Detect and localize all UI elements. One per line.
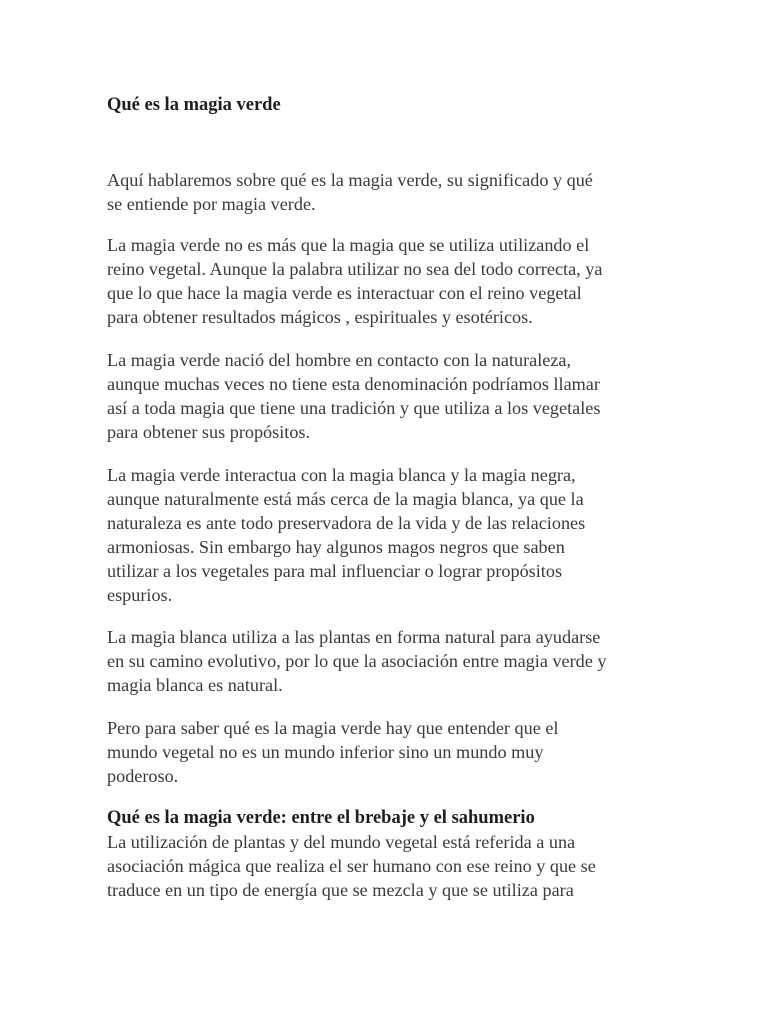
- paragraph-1: [107, 168, 667, 216]
- paragraph-line: asociación mágica que realiza el ser humano con ese reino y que se: [107, 856, 596, 876]
- section-subheading: Qué es la magia verde: entre el brebaje y el sahumerio: [107, 808, 535, 828]
- document-title: Qué es la magia verde: [107, 95, 281, 115]
- paragraph-line: traduce en un tipo de energía que se mezcla y que se utiliza para: [107, 880, 574, 900]
- paragraph-line: para obtener resultados mágicos , espirituales y esotéricos.: [107, 307, 533, 327]
- paragraph-line: reino vegetal. Aunque la palabra utilizar no sea del todo correcta, ya: [107, 259, 603, 279]
- paragraph-line: La utilización de plantas y del mundo vegetal está referida a una: [107, 832, 576, 852]
- paragraph-7: [107, 830, 667, 902]
- paragraph-line: así a toda magia que tiene una tradición y que utiliza a los vegetales: [107, 398, 601, 418]
- paragraph-2: [107, 233, 667, 329]
- paragraph-line: utilizar a los vegetales para mal influenciar o lograr propósitos: [107, 561, 563, 581]
- paragraph-line: que lo que hace la magia verde es interactuar con el reino vegetal: [107, 283, 582, 303]
- paragraph-line: aunque naturalmente está más cerca de la magia blanca, ya que la: [107, 489, 584, 509]
- paragraph-line: magia blanca es natural.: [107, 675, 283, 695]
- paragraph-line: naturaleza es ante todo preservadora de la vida y de las relaciones: [107, 513, 586, 533]
- paragraph-line: poderoso.: [107, 766, 179, 786]
- paragraph-line: en su camino evolutivo, por lo que la asociación entre magia verde y: [107, 651, 607, 671]
- paragraph-line: se entiende por magia verde.: [107, 194, 316, 214]
- paragraph-line: armoniosas. Sin embargo hay algunos magos negros que saben: [107, 537, 565, 557]
- paragraph-6: [107, 716, 667, 788]
- paragraph-line: espurios.: [107, 585, 173, 605]
- paragraph-line: La magia verde interactua con la magia blanca y la magia negra,: [107, 465, 576, 485]
- paragraph-line: La magia blanca utiliza a las plantas en forma natural para ayudarse: [107, 627, 601, 647]
- paragraph-line: Aquí hablaremos sobre qué es la magia verde, su significado y qué: [107, 170, 593, 190]
- paragraph-4: [107, 463, 667, 607]
- paragraph-line: aunque muchas veces no tiene esta denominación podríamos llamar: [107, 374, 600, 394]
- paragraph-3: [107, 348, 667, 444]
- paragraph-line: mundo vegetal no es un mundo inferior sino un mundo muy: [107, 742, 544, 762]
- paragraph-line: La magia verde nació del hombre en contacto con la naturaleza,: [107, 350, 572, 370]
- paragraph-line: para obtener sus propósitos.: [107, 422, 311, 442]
- paragraph-line: Pero para saber qué es la magia verde hay que entender que el: [107, 718, 559, 738]
- paragraph-5: [107, 625, 667, 697]
- paragraph-line: La magia verde no es más que la magia que se utiliza utilizando el: [107, 235, 590, 255]
